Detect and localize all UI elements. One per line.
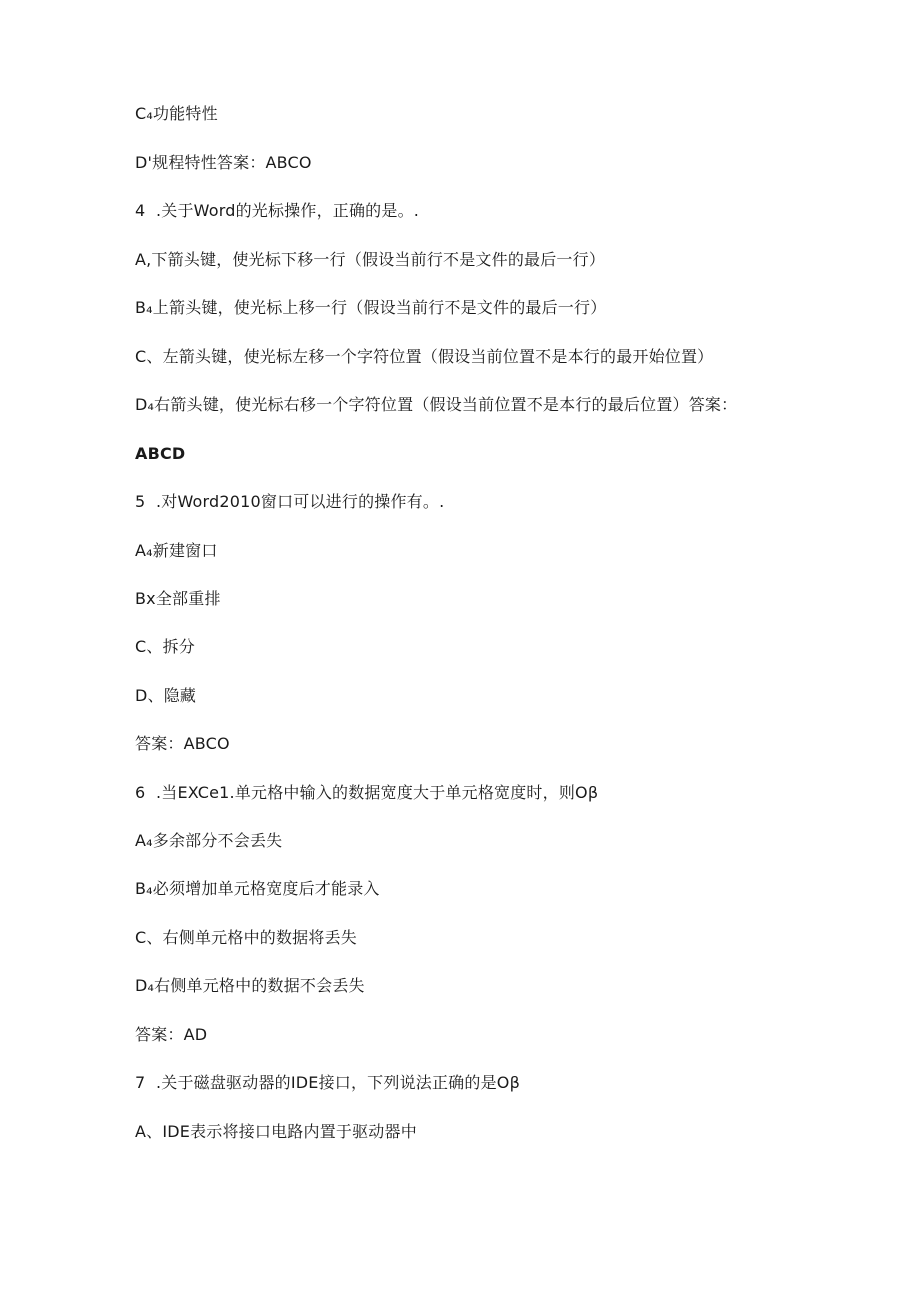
q5-option-b: Bx全部重排 bbox=[135, 589, 221, 608]
option-c-line: C₄功能特性 bbox=[135, 104, 218, 123]
q5-option-a: A₄新建窗口 bbox=[135, 541, 218, 560]
q5-option-d: D、隐藏 bbox=[135, 686, 197, 705]
question-6: 6 .当EXCe1.单元格中输入的数据宽度大于单元格宽度时，则Oβ bbox=[135, 783, 599, 802]
q4-option-c: C、左箭头键，使光标左移一个字符位置（假设当前位置不是本行的最开始位置） bbox=[135, 347, 714, 366]
q6-option-d: D₄右侧单元格中的数据不会丢失 bbox=[135, 976, 365, 995]
option-d-answer-line: D'规程特性答案：ABCO bbox=[135, 153, 312, 172]
question-5: 5 .对Word2010窗口可以进行的操作有。. bbox=[135, 492, 445, 511]
q6-option-c: C、右侧单元格中的数据将丢失 bbox=[135, 928, 357, 947]
q4-option-b: B₄上箭头键，使光标上移一行（假设当前行不是文件的最后一行） bbox=[135, 298, 607, 317]
q4-answer: ABCD bbox=[135, 444, 186, 463]
question-7: 7 .关于磁盘驱动器的IDE接口，下列说法正确的是Oβ bbox=[135, 1073, 520, 1092]
q6-option-b: B₄必须增加单元格宽度后才能录入 bbox=[135, 879, 380, 898]
q7-option-a: A、IDE表示将接口电路内置于驱动器中 bbox=[135, 1122, 417, 1141]
q4-option-a: A,下箭头键，使光标下移一行（假设当前行不是文件的最后一行） bbox=[135, 250, 606, 269]
q5-option-c: C、拆分 bbox=[135, 637, 195, 656]
q4-option-d: D₄右箭头键，使光标右移一个字符位置（假设当前位置不是本行的最后位置）答案： bbox=[135, 395, 738, 414]
q5-answer: 答案：ABCO bbox=[135, 734, 230, 753]
question-4: 4 .关于Word的光标操作，正确的是。. bbox=[135, 201, 420, 220]
q6-answer: 答案：AD bbox=[135, 1025, 208, 1044]
q6-option-a: A₄多余部分不会丢失 bbox=[135, 831, 283, 850]
